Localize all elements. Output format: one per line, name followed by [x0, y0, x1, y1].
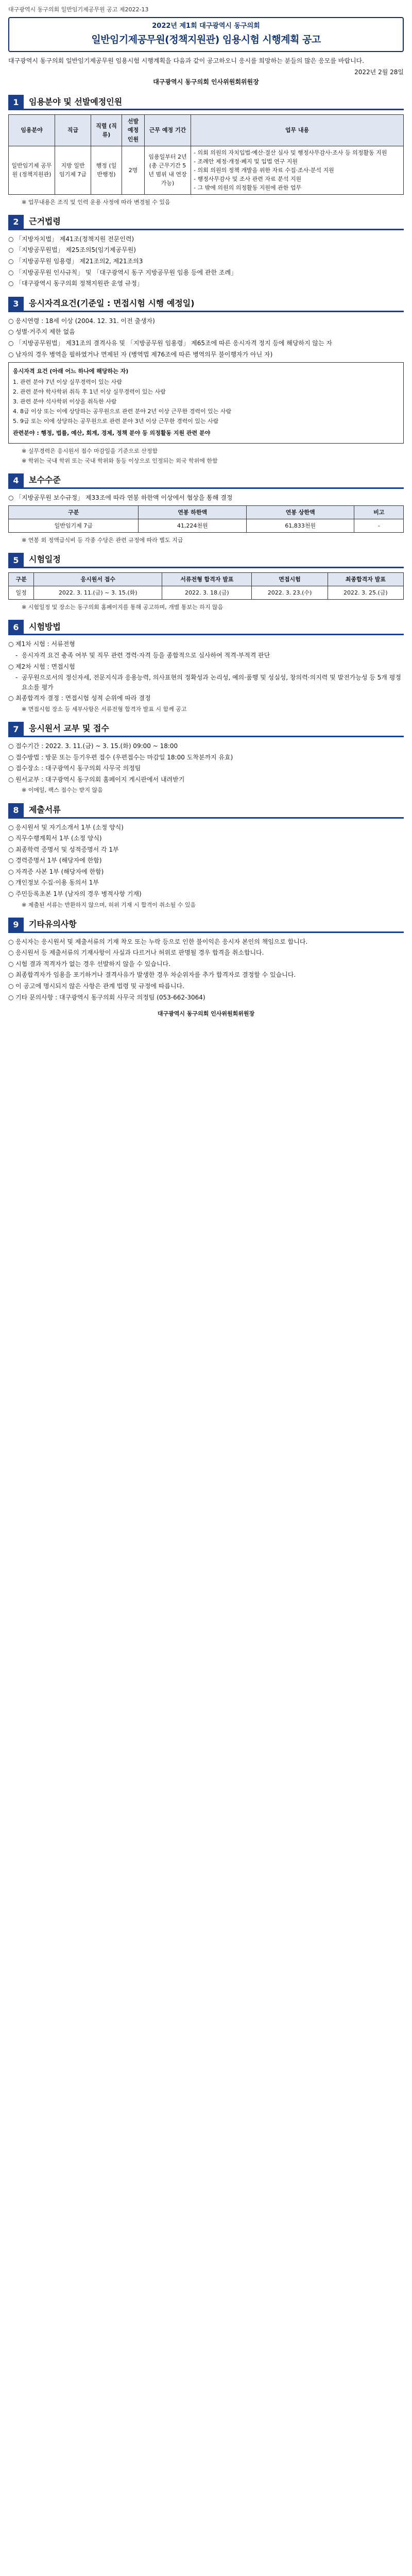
eligibility-note: ※ 학위는 국내 학위 또는 국내 학위와 동등 이상으로 인정되는 외국 학위에 한함	[22, 457, 218, 464]
section-8-header	[8, 803, 404, 819]
section-title: 임용분야 및 선발예정인원	[24, 95, 404, 110]
law-item: ○ 「지방공무원법」 제25조의5(임기제공무원)	[8, 245, 404, 255]
col-header: 면접시험	[252, 573, 328, 586]
section-3-header	[8, 297, 404, 312]
table-cell: 일반임기제 7급	[9, 519, 139, 533]
law-item: ○ 「지방자치법」 제41조(정책지원 전문인력)	[8, 234, 404, 244]
table-cell: 행정 (일반행정)	[91, 146, 122, 194]
col-header: 연봉 상한액	[246, 506, 354, 519]
table-cell: 지방 일반 임기제 7급	[55, 146, 91, 194]
method-note: ※ 면접시험 장소 등 세부사항은 서류전형 합격자 발표 시 함께 공고	[22, 706, 187, 713]
table-cell: 41,224천원	[139, 519, 246, 533]
table-row	[9, 519, 404, 533]
document-item: ○ 주민등록초본 1부 (남자의 경우 병적사항 기재)	[8, 889, 404, 899]
table-cell: 61,833천원	[246, 519, 354, 533]
col-header: 연봉 하한액	[139, 506, 246, 519]
box-item: 5. 9급 또는 이에 상당하는 공무원으로 관련 분야 3년 이상 근무한 경력이 있는 사람	[13, 418, 219, 425]
section-1-header	[8, 95, 404, 110]
section-title: 제출서류	[24, 803, 404, 819]
duty-item: - 조례안 제정·개정·폐지 및 입법 연구 지원	[194, 158, 298, 165]
document-item: ○ 최종학력 증명서 및 성적증명서 각 1부	[8, 845, 404, 855]
method-detail: - 공무원으로서의 정신자세, 전문지식과 응용능력, 의사표현의 정확성과 논리성, 예의·품행 및 성실성, 창의력·의지력 및 발전가능성 등 5개 평정요소를 평가	[8, 673, 404, 692]
section-number: 6	[8, 620, 24, 635]
section-number: 3	[8, 297, 24, 312]
method-item: ○ 제2차 시험 : 면접시험	[8, 662, 404, 672]
table-note: ※ 업무내용은 조직 및 인력 운용 사정에 따라 변경될 수 있음	[22, 198, 170, 206]
col-header: 최종합격자 발표	[328, 573, 403, 586]
duty-item: - 의회 의원의 정책 개발을 위한 자료 수집·조사·분석 지원	[194, 166, 334, 174]
section-title: 기타유의사항	[24, 918, 404, 933]
page-title: 일반임기제공무원(정책지원관) 임용시험 시행계획 공고	[91, 34, 321, 46]
col-header: 직급	[55, 115, 91, 146]
eligibility-note: ※ 실무경력은 응시원서 접수 마감일을 기준으로 산정함	[22, 447, 158, 454]
table-cell: 2022. 3. 11.(금) ~ 3. 15.(화)	[34, 586, 162, 600]
col-header: 구분	[9, 573, 34, 586]
intro-text: 대구광역시 동구의회 일반임기제공무원 임용시험 시행계획을 다음과 같이 공고하오니 응시를 희망하는 분들의 많은 응모를 바랍니다.	[8, 57, 364, 64]
salary-table	[8, 505, 404, 533]
table-cell: 2022. 3. 23.(수)	[252, 586, 328, 600]
document-item: ○ 응시원서 및 자기소개서 1부 (소정 양식)	[8, 823, 404, 833]
box-item: 4. 8급 이상 또는 이에 상당하는 공무원으로 관련 분야 2년 이상 근무한 경력이 있는 사람	[13, 408, 232, 415]
table-cell: 일정	[9, 586, 34, 600]
section-6-header	[8, 620, 404, 635]
eligibility-box	[8, 362, 404, 443]
section-title: 근거법령	[24, 215, 404, 230]
document-item: ○ 개인정보 수집·이용 동의서 1부	[8, 878, 404, 888]
document-item: ○ 자격증 사본 1부 (해당자에 한함)	[8, 867, 404, 877]
section-7-header	[8, 722, 404, 737]
box-item: 1. 관련 분야 7년 이상 실무경력이 있는 사람	[13, 379, 122, 386]
document-item: ○ 경력증명서 1부 (해당자에 한함)	[8, 856, 404, 866]
duty-item: - 그 밖에 의원의 의정활동 지원에 관한 업무	[194, 184, 302, 191]
law-item: ○ 「대구광역시 동구의회 정책지원관 운영 규정」	[8, 279, 404, 289]
col-header: 근무 예정 기간	[145, 115, 191, 146]
section-5-header	[8, 553, 404, 568]
notice-item: ○ 응시원서 등 제출서류의 기재사항이 사실과 다르거나 허위로 판명될 경우 합격을 취소합니다.	[8, 948, 404, 958]
section-9-header	[8, 918, 404, 933]
salary-note: ※ 연봉 외 정액급식비 등 각종 수당은 관련 규정에 따라 별도 지급	[22, 537, 183, 544]
section-title: 보수수준	[24, 473, 404, 489]
col-header: 구분	[9, 506, 139, 519]
notice-page	[0, 0, 412, 1033]
eligibility-item: ○ 응시연령 : 18세 이상 (2004. 12. 31. 이전 출생자)	[8, 316, 404, 326]
application-item: ○ 원서교부 : 대구광역시 동구의회 홈페이지 게시판에서 내려받기	[8, 775, 404, 785]
notice-item: ○ 시험 결과 적격자가 없는 경우 선발하지 않을 수 있습니다.	[8, 959, 404, 969]
law-item: ○ 「지방공무원 임용령」 제21조의2, 제21조의3	[8, 257, 404, 266]
section-number: 2	[8, 215, 24, 230]
notice-date: 2022년 2월 28일	[354, 69, 404, 76]
notice-item: ○ 이 공고에 명시되지 않은 사항은 관계 법령 및 규정에 따릅니다.	[8, 981, 404, 991]
table-row	[9, 146, 404, 194]
col-header: 응시원서 접수	[34, 573, 162, 586]
method-item: ○ 최종합격자 결정 : 면접시험 성적 순위에 따라 결정	[8, 693, 404, 703]
method-detail: - 응시자격 요건 충족 여부 및 직무 관련 경력·자격 등을 종합적으로 심사하여 적격·부적격 판단	[8, 651, 404, 660]
col-header: 업무 내용	[191, 115, 404, 146]
section-number: 8	[8, 803, 24, 819]
table-row	[9, 586, 404, 600]
col-header: 비고	[354, 506, 404, 519]
section-title: 응시자격요건(기준일 : 면접시험 시행 예정일)	[24, 297, 404, 312]
eligibility-item: ○ 남자의 경우 병역을 필하였거나 면제된 자 (병역법 제76조에 따른 병역의무 불이행자가 아닌 자)	[8, 350, 404, 360]
table-cell: 임용일부터 2년 (총 근무기간 5년 범위 내 연장 가능)	[145, 146, 191, 194]
document-item: ○ 직무수행계획서 1부 (소정 양식)	[8, 834, 404, 843]
schedule-note: ※ 시험일정 및 장소는 동구의회 홈페이지를 통해 공고하며, 개별 통보는 하지 않음	[22, 604, 224, 611]
title-box	[8, 17, 404, 52]
method-item: ○ 제1차 시험 : 서류전형	[8, 639, 404, 649]
section-title: 시험방법	[24, 620, 404, 635]
notice-item: ○ 최종합격자가 임용을 포기하거나 결격사유가 발생한 경우 차순위자를 추가 합격자로 결정할 수 있습니다.	[8, 970, 404, 980]
col-header: 직렬 (직류)	[91, 115, 122, 146]
section-number: 5	[8, 553, 24, 568]
table-cell: 2명	[122, 146, 145, 194]
col-header: 서류전형 합격자 발표	[162, 573, 252, 586]
duty-item: - 의회 의원의 자치입법·예산·결산 심사 및 행정사무감사·조사 등 의정활동 지원	[194, 149, 387, 156]
law-item: ○ 「지방공무원 인사규칙」 및 「대구광역시 동구 지방공무원 임용 등에 관한 조례」	[8, 268, 404, 278]
section-4-header	[8, 473, 404, 489]
signature: 대구광역시 동구의회 인사위원회위원장	[153, 78, 259, 86]
box-item: 3. 관련 분야 석사학위 이상을 취득한 사람	[13, 398, 117, 405]
recruit-table	[8, 114, 404, 194]
application-note: ※ 이메일, 팩스 접수는 받지 않음	[22, 787, 103, 794]
section-2-header	[8, 215, 404, 230]
notice-item: ○ 기타 문의사항 : 대구광역시 동구의회 사무국 의정팀 (053-662-3064)	[8, 993, 404, 1003]
application-item: ○ 접수기간 : 2022. 3. 11.(금) ~ 3. 15.(화) 09:00 ~ 18:00	[8, 741, 404, 751]
col-header: 임용분야	[9, 115, 55, 146]
duty-item: - 행정사무감사 및 조사 관련 자료 분석 지원	[194, 175, 302, 182]
box-item: 2. 관련 분야 학사학위 취득 후 1년 이상 실무경력이 있는 사람	[13, 388, 166, 396]
notice-item: ○ 응시자는 응시원서 및 제출서류의 기재 착오 또는 누락 등으로 인한 불이익은 응시자 본인의 책임으로 합니다.	[8, 937, 404, 947]
footer-signature: 대구광역시 동구의회 인사위원회위원장	[157, 1010, 255, 1018]
notice-number: 대구광역시 동구의회 일반임기제공무원 공고 제2022-13	[8, 6, 149, 13]
table-cell: 2022. 3. 25.(금)	[328, 586, 403, 600]
col-header: 선발 예정 인원	[122, 115, 145, 146]
section-title: 응시원서 교부 및 접수	[24, 722, 404, 737]
related-field: 관련분야 : 행정, 법률, 예산, 회계, 경제, 정책 분야 등 의정활동 지원 관련 분야	[13, 430, 211, 437]
section-number: 7	[8, 722, 24, 737]
schedule-table	[8, 572, 404, 600]
table-cell: 일반임기제 공무원 (정책지원관)	[9, 146, 55, 194]
section-title: 시험일정	[24, 553, 404, 568]
table-cell: 2022. 3. 18.(금)	[162, 586, 252, 600]
duties-cell	[191, 146, 404, 194]
box-title: 응시자격 요건 (아래 어느 하나에 해당하는 자)	[13, 368, 129, 375]
section-number: 1	[8, 95, 24, 110]
section-number: 4	[8, 473, 24, 489]
section-number: 9	[8, 918, 24, 933]
title-year: 2022년 제1회 대구광역시 동구의회	[152, 22, 260, 30]
salary-intro: ○ 「지방공무원 보수규정」 제33조에 따라 연봉 하한액 이상에서 협상을 통해 결정	[8, 493, 404, 503]
eligibility-item: ○ 성별·거주지 제한 없음	[8, 327, 404, 337]
table-cell: -	[354, 519, 404, 533]
eligibility-item: ○ 「지방공무원법」 제31조의 결격사유 및 「지방공무원 임용령」 제65조에 따른 응시자격 정지 등에 해당하지 않는 자	[8, 338, 404, 348]
documents-note: ※ 제출된 서류는 반환하지 않으며, 허위 기재 시 합격이 취소될 수 있음	[22, 901, 196, 908]
application-item: ○ 접수장소 : 대구광역시 동구의회 사무국 의정팀	[8, 764, 404, 773]
application-item: ○ 접수방법 : 방문 또는 등기우편 접수 (우편접수는 마감일 18:00 도착분까지 유효)	[8, 753, 404, 762]
